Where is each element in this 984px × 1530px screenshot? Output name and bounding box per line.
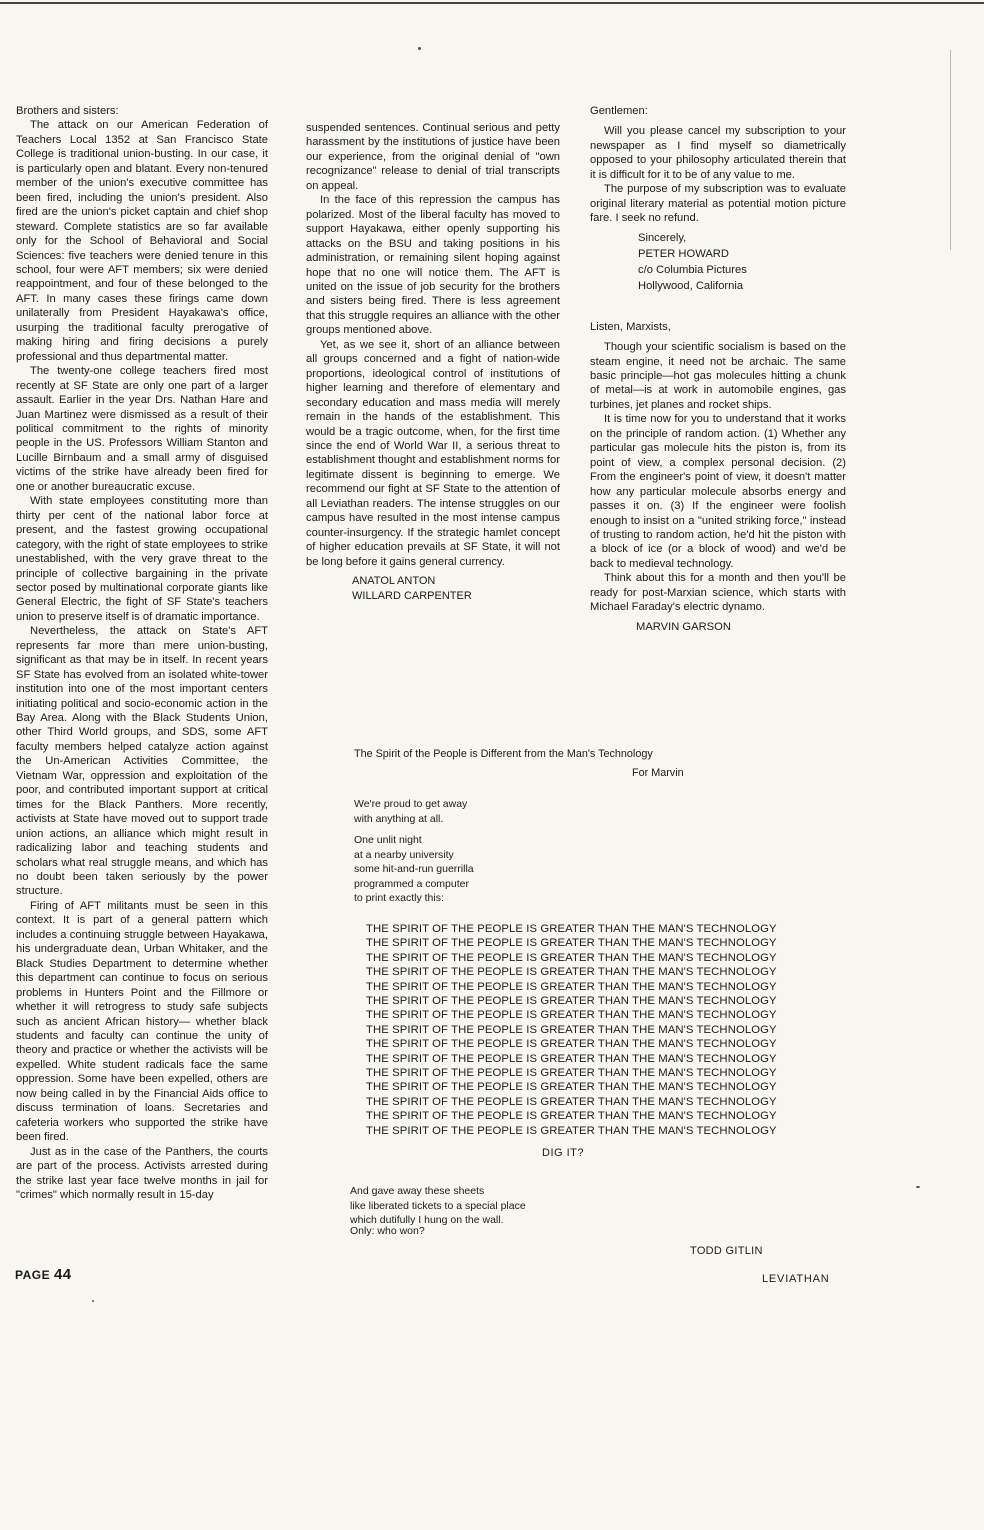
poem-dedication: For Marvin — [632, 767, 684, 779]
scan-speck — [418, 47, 421, 50]
poem-line: And gave away these sheets — [350, 1185, 485, 1197]
closing-line: c/o Columbia Pictures — [638, 263, 747, 276]
printout-line: THE SPIRIT OF THE PEOPLE IS GREATER THAN THE MAN'S TECHNOLOGY — [366, 1038, 777, 1051]
poem-line: Only: who won? — [350, 1225, 425, 1237]
letter-brothers-and-sisters — [16, 104, 268, 1202]
computer-printout — [366, 922, 777, 1138]
printout-line: THE SPIRIT OF THE PEOPLE IS GREATER THAN THE MAN'S TECHNOLOGY — [366, 1009, 777, 1022]
printout-line: THE SPIRIT OF THE PEOPLE IS GREATER THAN THE MAN'S TECHNOLOGY — [366, 966, 777, 979]
printout-line: THE SPIRIT OF THE PEOPLE IS GREATER THAN THE MAN'S TECHNOLOGY — [366, 951, 777, 964]
page-label: PAGE — [15, 1268, 51, 1282]
letter-continuation — [306, 121, 560, 604]
poem-line: at a nearby university — [354, 848, 454, 861]
paragraph: The twenty-one college teachers fired most recently at SF State are only one part of a larger assault. Earlier in the year Drs. Nathan Hare and Juan Martinez were dismissed as a result of their political commitment to the rights of minority people in the US. Professors William Stanton and Lucille Birnbaum and a small army of disguised victims of the strike have already been fired for one or another bureaucratic excuse. — [16, 365, 268, 493]
paragraph: suspended sentences. Continual serious and petty harassment by the institutions of justice have been our experience, from the original denial of "own recognizance" release to denial of trial transcripts on appeal. — [306, 122, 560, 192]
poem-line: We're proud to get away — [354, 798, 468, 810]
poem-line: One unlit night — [354, 834, 422, 846]
paragraph: Though your scientific socialism is based on the steam engine, it need not be archaic. The same basic principle—hot gas molecules hitting a chunk of metal—is at work in automobile engines, gas turbines, jet planes and rocket ships. — [590, 341, 846, 411]
signer-name: MARVIN GARSON — [636, 620, 731, 633]
poem-title: The Spirit of the People is Different from the Man's Technology — [354, 748, 653, 760]
printout-line: THE SPIRIT OF THE PEOPLE IS GREATER THAN THE MAN'S TECHNOLOGY — [366, 1110, 777, 1123]
poem-stanza — [350, 1184, 526, 1228]
poem-stanza — [354, 833, 474, 906]
scan-speck — [92, 1300, 94, 1302]
page-number — [15, 1266, 72, 1283]
poem-line: some hit-and-run guerrilla — [354, 863, 474, 875]
printout-line: THE SPIRIT OF THE PEOPLE IS GREATER THAN THE MAN'S TECHNOLOGY — [366, 1081, 777, 1094]
poem-stanza — [350, 1224, 425, 1239]
poem-line: to print exactly this: — [354, 892, 444, 904]
signer-name: WILLARD CARPENTER — [352, 590, 472, 603]
paragraph: Firing of AFT militants must be seen in this context. It is part of a general pattern which includes a continuing struggle between Hayakawa, his undergraduate dean, Urban Whitaker, and the Black Studies Department to determine whether this department can continue to focus on serious problems in Hunters Point and the Fillmore or whether it will retrogress to study safe subjects such as ancient African history— whether black students and faculty can continue the unity of theory and practice or whether the activists will be expelled. White student radicals face the same oppression. Some have been expelled, others are now being called in by the Financial Aids office to discuss termination of loans. Secretaries and cafeteria workers who supported the strike have been fired. — [16, 899, 268, 1144]
closing-line: Sincerely, — [638, 231, 687, 244]
salutation: Listen, Marxists, — [590, 320, 671, 333]
printout-line: THE SPIRIT OF THE PEOPLE IS GREATER THAN THE MAN'S TECHNOLOGY — [366, 995, 777, 1008]
paragraph: Just as in the case of the Panthers, the courts are part of the process. Activists arrested during the strike last year face twelve months in jail for "crimes" which normally result in 15-day — [16, 1145, 268, 1201]
publication-name: LEVIATHAN — [762, 1273, 830, 1285]
poem-author: TODD GITLIN — [690, 1245, 763, 1257]
salutation: Brothers and sisters: — [16, 105, 119, 117]
closing-line: PETER HOWARD — [638, 247, 729, 260]
paragraph: The attack on our American Federation of Teachers Local 1352 at San Francisco State College is traditional union-busting. In our case, it is particularly open and blatant. Every non-tenured member of the union's executive committee has been fired, including the union's president. Also fired are the union's picket captain and chief shop steward. Complete statistics are so far available only for the School of Behavioral and Social Sciences: five teachers were denied tenure in this school, four were AFT members; six were denied reappointment, and four of these belonged to the AFT. In many cases these firings came down unilaterally from President Hayakawa's office, usurping the traditional faculty prerogative of making hiring and firing decisions a purely professional and thus departmental matter. — [16, 119, 268, 363]
printout-line: THE SPIRIT OF THE PEOPLE IS GREATER THAN THE MAN'S TECHNOLOGY — [366, 980, 777, 993]
printout-line: THE SPIRIT OF THE PEOPLE IS GREATER THAN THE MAN'S TECHNOLOGY — [366, 1124, 777, 1137]
poem-line: programmed a computer — [354, 877, 469, 890]
scan-speck — [916, 1186, 920, 1188]
poem-stanza — [354, 797, 467, 826]
paragraph: Nevertheless, the attack on State's AFT represents far more than mere union-busting, significant as that may be in itself. In recent years SF State has evolved from an isolated white-tower institution into one of the most important centers initiating political and socio-economic action in the Bay Area. Along with the Black Students Union, other Third World groups, and SDS, some AFT faculty members helped catalyze action against the Un-American Activities Committee, the Vietnam War, oppression and exploitation of the poor, and contributed important support at critical times for the Black Panthers. More recently, activists at State have moved out to support trade union actions, an alliance which might result in radicalizing labor and teaching students and scholars what real struggle means, and which has no doubt been taken seriously by the power structure. — [16, 625, 268, 898]
paragraph: In the face of this repression the campus has polarized. Most of the liberal faculty has moved to support Hayakawa, either openly supporting his attacks on the BSU and taking positions in his administration, or remaining silent hoping against hope that no one will notice them. The AFT is united on the issue of job security for the brothers and sisters being fired. There is less agreement that this struggle requires an alliance with the other groups mentioned above. — [306, 194, 560, 337]
margin-mark — [950, 50, 951, 250]
paragraph: Think about this for a month and then you'll be ready for post-Marxian science, which starts with Michael Faraday's electric dynamo. — [590, 572, 846, 614]
poem-line: like liberated tickets to a special place — [350, 1199, 526, 1212]
poem-line: with anything at all. — [354, 812, 444, 825]
printout-line: THE SPIRIT OF THE PEOPLE IS GREATER THAN THE MAN'S TECHNOLOGY — [366, 923, 777, 935]
signers — [352, 574, 560, 604]
printout-line: THE SPIRIT OF THE PEOPLE IS GREATER THAN THE MAN'S TECHNOLOGY — [366, 1023, 777, 1036]
poem-line: which dutifully I hung on the wall. — [350, 1214, 504, 1226]
paragraph: Yet, as we see it, short of an alliance between all groups concerned and a fight of nation-wide proportions, ideological control of institutions of higher learning and therefore of elementary and secondary education and mass media will merely remain in the hands of the establishment. This would be a tragic outcome, when, for the first time since the end of World War II, a serious threat to establishment thought and establishment norms for legitimate dissent is beginning to emerge. We recommend our fight at SF State to the attention of all Leviathan readers. The intense struggles on our campus have resulted in the most intense campus counter-insurgency. If the strategic hamlet concept of higher education prevails at SF State, it will not be long before it gains general currency. — [306, 338, 560, 568]
page-number-value: 44 — [53, 1266, 72, 1283]
paragraph: It is time now for you to understand that it works on the principle of random action. (1) Whether any particular gas molecule hits the piston is, from its point of view, a complex personal decision. (2) From the engineer's point of view, it doesn't matter how any particular molecule absorbs energy and passes it on. (3) If the engineer were foolish enough to insist on a "united striking force," instead of trusting to random action, he'd hit the piston with a block of ice (or a block of wood) and we'd be back to medieval technology. — [590, 413, 846, 570]
paragraph: With state employees constituting more than thirty per cent of the national labor force at present, and the fastest growing occupational category, with the right of state employees to strike unestablished, with the very grave threat to the principle of collective bargaining in the private sector posed by multinational corporate giants like General Electric, the fight of SF State's teachers union to preserve itself is of dramatic importance. — [16, 495, 268, 623]
salutation: Gentlemen: — [590, 105, 648, 117]
top-border — [0, 2, 984, 4]
printout-line: THE SPIRIT OF THE PEOPLE IS GREATER THAN THE MAN'S TECHNOLOGY — [366, 1095, 777, 1108]
dig-it-line: DIG IT? — [542, 1147, 585, 1159]
paragraph: Will you please cancel my subscription to your newspaper as I find myself so diametrically opposed to your philosophy articulated therein that it is difficult for it to be of any value to me. — [590, 125, 846, 181]
signer-name: ANATOL ANTON — [352, 575, 436, 588]
closing-line: Hollywood, California — [638, 279, 744, 292]
letters-right-column — [590, 104, 846, 635]
printout-line: THE SPIRIT OF THE PEOPLE IS GREATER THAN THE MAN'S TECHNOLOGY — [366, 1052, 777, 1065]
letter-closing — [638, 230, 846, 294]
printout-line: THE SPIRIT OF THE PEOPLE IS GREATER THAN THE MAN'S TECHNOLOGY — [366, 937, 777, 950]
paragraph: The purpose of my subscription was to evaluate original literary material as potential motion picture fare. I seek no refund. — [590, 183, 846, 225]
printout-line: THE SPIRIT OF THE PEOPLE IS GREATER THAN THE MAN'S TECHNOLOGY — [366, 1067, 777, 1080]
